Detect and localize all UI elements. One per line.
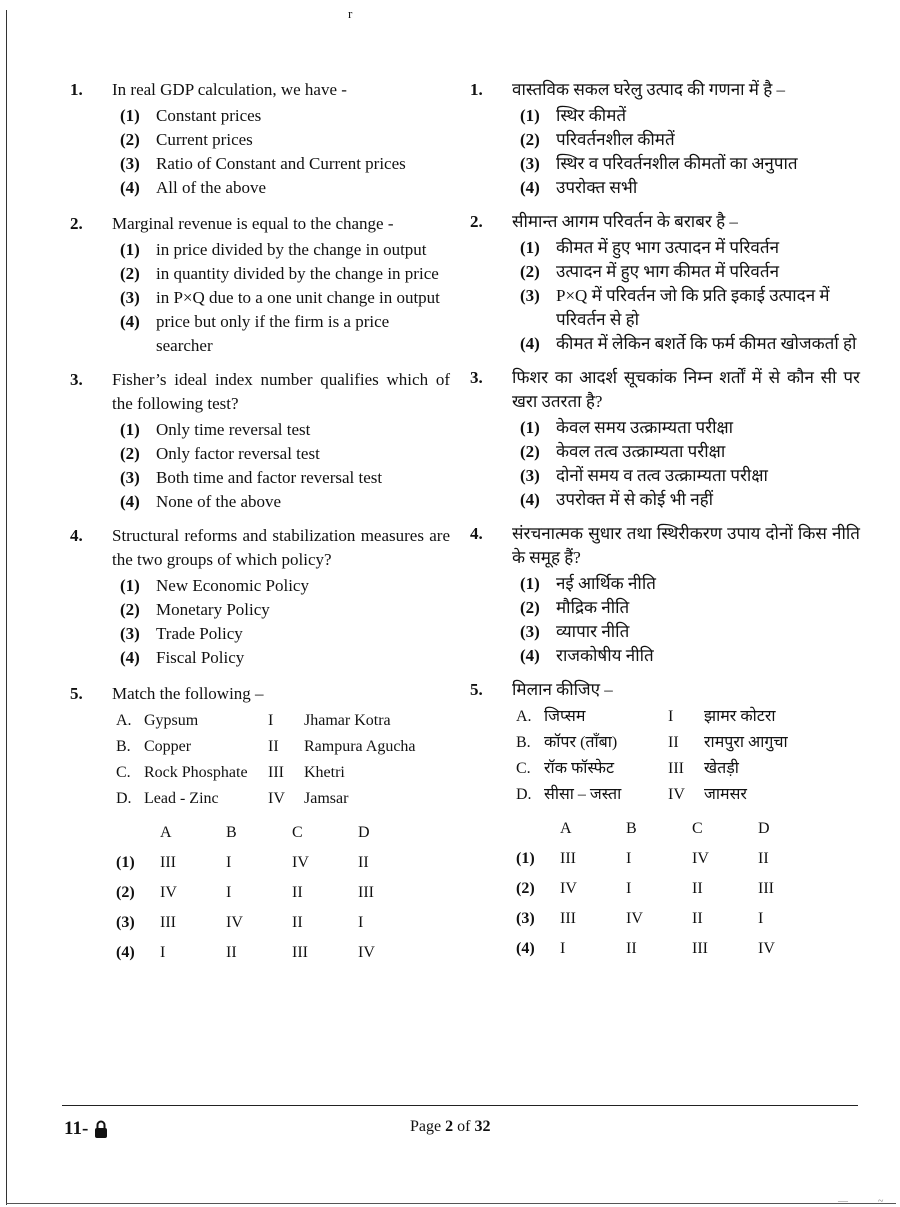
match-row (516, 704, 794, 730)
question-text: Match the following – (112, 684, 264, 703)
option-2 (120, 262, 450, 286)
match-cell: III (268, 764, 284, 781)
answer-option-number: (2) (116, 884, 135, 901)
match-cell: C. (516, 760, 531, 777)
option-2 (120, 598, 450, 622)
option-number: (4) (120, 492, 140, 511)
option-3 (120, 622, 450, 646)
match-cell: IV (268, 790, 285, 807)
top-mark: r (348, 6, 353, 21)
answer-table (116, 818, 424, 968)
answer-option-number: (3) (516, 910, 535, 927)
answer-value-cell: II (292, 884, 303, 901)
question-text: Marginal revenue is equal to the change - (112, 214, 394, 233)
option-2 (520, 128, 860, 152)
match-cell: A. (516, 708, 532, 725)
option-4 (520, 644, 860, 668)
option-4 (520, 332, 860, 356)
answer-value-cell: I (626, 850, 632, 867)
answer-option-number: (1) (116, 854, 135, 871)
match-row (116, 760, 422, 786)
match-cell: A. (116, 712, 132, 729)
option-text: उत्पादन में हुए भाग कीमत में परिवर्तन (556, 262, 780, 281)
answer-value-cell: I (226, 854, 232, 871)
option-number: (3) (120, 154, 140, 173)
option-1 (520, 416, 860, 440)
match-cell: सीसा – जस्ता (544, 786, 622, 803)
match-row (116, 786, 422, 812)
answer-option-number: (2) (516, 880, 535, 897)
option-text: उपरोक्त सभी (556, 178, 638, 197)
match-cell: जामसर (704, 786, 747, 803)
question-number: 3. (70, 370, 83, 389)
match-cell: झामर कोटरा (704, 708, 776, 725)
option-text: Only time reversal test (156, 420, 311, 439)
match-row (116, 708, 422, 734)
answer-option-row (516, 904, 824, 934)
option-text: Ratio of Constant and Current prices (156, 154, 406, 173)
option-text: केवल तत्व उत्क्राम्यता परीक्षा (556, 442, 726, 461)
match-cell: I (668, 708, 674, 725)
page-left-border (6, 10, 7, 1205)
answer-header-blank (516, 814, 560, 844)
answer-option-row (116, 878, 424, 908)
answer-value-cell: III (358, 884, 374, 901)
answer-value-cell: II (358, 854, 369, 871)
option-number: (2) (520, 130, 540, 149)
match-cell: D. (516, 786, 532, 803)
answer-value-cell: II (758, 850, 769, 867)
option-number: (4) (520, 334, 540, 353)
question-number: 2. (70, 214, 83, 233)
answer-value-cell: III (560, 850, 576, 867)
option-text: All of the above (156, 178, 266, 197)
option-number: (3) (120, 468, 140, 487)
option-3 (520, 152, 860, 176)
question-body (512, 366, 860, 512)
option-4 (520, 176, 860, 200)
question-body (512, 78, 860, 200)
question-text: मिलान कीजिए – (512, 680, 613, 699)
answer-table (516, 814, 824, 964)
answer-value-cell: IV (160, 884, 177, 901)
answer-option-row (116, 938, 424, 968)
match-cell: III (668, 760, 684, 777)
option-number: (3) (520, 286, 540, 305)
question-text: In real GDP calculation, we have - (112, 80, 347, 99)
match-cell: Jamsar (304, 790, 349, 807)
match-cell: C. (116, 764, 131, 781)
option-1 (120, 574, 450, 598)
question-number: 1. (470, 80, 483, 99)
question-number: 2. (470, 212, 483, 231)
option-3 (520, 464, 860, 488)
option-number: (2) (120, 130, 140, 149)
option-number: (3) (520, 466, 540, 485)
question-text: संरचनात्मक सुधार तथा स्थिरीकरण उपाय दोनों किस नीति के समूह हैं? (512, 524, 860, 567)
answer-option-row (516, 934, 824, 964)
match-cell: Copper (144, 738, 192, 755)
match-row (516, 782, 794, 808)
option-number: (4) (120, 178, 140, 197)
option-text: कीमत में हुए भाग उत्पादन में परिवर्तन (556, 238, 780, 257)
match-cell: रॉक फॉस्फेट (544, 760, 615, 777)
answer-header-row (116, 818, 424, 848)
match-cell: Rock Phosphate (144, 764, 248, 781)
corner-mark-2: ~ (878, 1196, 884, 1207)
question-text: Structural reforms and stabilization measures are the two groups of which policy? (112, 526, 450, 569)
answer-value-cell: IV (226, 914, 243, 931)
question-number: 4. (70, 526, 83, 545)
option-4 (120, 176, 450, 200)
option-2 (120, 442, 450, 466)
option-text: केवल समय उत्क्राम्यता परीक्षा (556, 418, 734, 437)
option-text: राजकोषीय नीति (556, 646, 654, 665)
option-number: (4) (520, 178, 540, 197)
match-row (116, 734, 422, 760)
option-number: (2) (520, 598, 540, 617)
option-number: (1) (120, 420, 140, 439)
question-number: 4. (470, 524, 483, 543)
option-text: स्थिर कीमतें (556, 106, 627, 125)
option-text: मौद्रिक नीति (556, 598, 630, 617)
option-1 (520, 236, 860, 260)
question-3 (470, 366, 860, 512)
question-number: 1. (70, 80, 83, 99)
answer-value-cell: IV (358, 944, 375, 961)
option-1 (120, 104, 450, 128)
option-3 (120, 286, 450, 310)
option-2 (120, 128, 450, 152)
answer-value-cell: III (160, 854, 176, 871)
answer-value-cell: I (358, 914, 364, 931)
option-text: स्थिर व परिवर्तनशील कीमतों का अनुपात (556, 154, 798, 173)
question-3 (70, 368, 450, 514)
answer-header-cell: C (692, 820, 703, 837)
option-2 (520, 260, 860, 284)
answer-value-cell: I (560, 940, 566, 957)
answer-option-row (116, 848, 424, 878)
match-cell: Khetri (304, 764, 345, 781)
option-number: (1) (120, 576, 140, 595)
option-2 (520, 596, 860, 620)
answer-option-number: (1) (516, 850, 535, 867)
answer-value-cell: IV (692, 850, 709, 867)
corner-mark-1: — (838, 1196, 848, 1207)
match-table (116, 708, 422, 812)
answer-header-cell: C (292, 824, 303, 841)
question-body (112, 524, 450, 670)
question-body (112, 212, 450, 358)
option-number: (4) (120, 312, 140, 331)
answer-option-number: (4) (516, 940, 535, 957)
option-4 (120, 310, 450, 358)
option-text: Fiscal Policy (156, 648, 245, 667)
answer-value-cell: IV (292, 854, 309, 871)
answer-value-cell: II (692, 910, 703, 927)
question-body (112, 682, 450, 968)
option-text: कीमत में लेकिन बशर्ते कि फर्म कीमत खोजकर्ता हो (556, 334, 857, 353)
option-text: in P×Q due to a one unit change in output (156, 288, 440, 307)
option-number: (1) (520, 238, 540, 257)
match-cell: II (268, 738, 279, 755)
option-number: (1) (520, 574, 540, 593)
answer-value-cell: III (560, 910, 576, 927)
option-number: (3) (120, 288, 140, 307)
match-cell: II (668, 734, 679, 751)
match-table (516, 704, 794, 808)
option-number: (2) (120, 264, 140, 283)
answer-option-number: (3) (116, 914, 135, 931)
question-body (512, 210, 860, 356)
lock-icon (94, 1119, 108, 1139)
question-4 (470, 522, 860, 668)
answer-header-cell: B (226, 824, 237, 841)
answer-value-cell: I (160, 944, 166, 961)
question-number: 3. (470, 368, 483, 387)
answer-value-cell: II (292, 914, 303, 931)
match-cell: B. (516, 734, 531, 751)
option-2 (520, 440, 860, 464)
option-number: (4) (520, 646, 540, 665)
option-number: (2) (520, 262, 540, 281)
answer-value-cell: IV (626, 910, 643, 927)
option-text: price but only if the firm is a price searcher (156, 312, 390, 355)
question-number: 5. (70, 684, 83, 703)
answer-header-cell: D (758, 820, 770, 837)
question-body (112, 78, 450, 200)
answer-header-cell: A (160, 824, 172, 841)
option-number: (3) (520, 154, 540, 173)
option-text: Monetary Policy (156, 600, 270, 619)
question-body (112, 368, 450, 514)
option-text: Constant prices (156, 106, 262, 125)
match-cell: खेतड़ी (704, 760, 739, 777)
hindi-column (470, 78, 860, 964)
answer-value-cell: III (160, 914, 176, 931)
option-1 (520, 572, 860, 596)
page-number: Page 2 of 32 (410, 1118, 491, 1135)
option-text: परिवर्तनशील कीमतें (556, 130, 675, 149)
option-number: (2) (120, 600, 140, 619)
answer-option-row (516, 874, 824, 904)
match-cell: I (268, 712, 274, 729)
answer-value-cell: III (692, 940, 708, 957)
booklet-code: 11- (64, 1118, 89, 1139)
option-number: (2) (520, 442, 540, 461)
option-text: New Economic Policy (156, 576, 309, 595)
option-1 (120, 418, 450, 442)
option-number: (3) (120, 624, 140, 643)
question-text: फिशर का आदर्श सूचकांक निम्न शर्तों में से कौन सी पर खरा उतरता है? (512, 368, 860, 411)
question-2 (70, 212, 450, 358)
option-3 (520, 284, 860, 332)
match-cell: B. (116, 738, 131, 755)
option-4 (120, 490, 450, 514)
english-column (70, 78, 450, 968)
question-number: 5. (470, 680, 483, 699)
question-text: वास्तविक सकल घरेलु उत्पाद की गणना में है – (512, 80, 786, 99)
question-text: Fisher’s ideal index number qualifies which of the following test? (112, 370, 450, 413)
match-row (516, 756, 794, 782)
answer-header-row (516, 814, 824, 844)
answer-value-cell: III (292, 944, 308, 961)
answer-header-cell: A (560, 820, 572, 837)
match-cell: Rampura Agucha (304, 738, 416, 755)
option-text: in price divided by the change in output (156, 240, 427, 259)
answer-option-row (116, 908, 424, 938)
option-text: Current prices (156, 130, 253, 149)
match-cell: रामपुरा आगुचा (704, 734, 788, 751)
answer-header-cell: B (626, 820, 637, 837)
answer-value-cell: I (758, 910, 764, 927)
answer-value-cell: II (692, 880, 703, 897)
option-text: None of the above (156, 492, 282, 511)
question-5 (470, 678, 860, 964)
answer-header-cell: D (358, 824, 370, 841)
match-cell: कॉपर (ताँबा) (544, 734, 618, 751)
option-4 (520, 488, 860, 512)
option-4 (120, 646, 450, 670)
answer-value-cell: II (626, 940, 637, 957)
option-text: Only factor reversal test (156, 444, 320, 463)
option-text: उपरोक्त में से कोई भी नहीं (556, 490, 714, 509)
option-text: in quantity divided by the change in price (156, 264, 439, 283)
option-text: व्यापार नीति (556, 622, 630, 641)
option-text: Both time and factor reversal test (156, 468, 383, 487)
question-1 (470, 78, 860, 200)
footer-rule (62, 1105, 858, 1106)
option-3 (120, 466, 450, 490)
question-body (512, 678, 860, 964)
option-text: Trade Policy (156, 624, 243, 643)
footer-code (64, 1118, 108, 1140)
answer-value-cell: III (758, 880, 774, 897)
match-cell: Gypsum (144, 712, 199, 729)
question-1 (70, 78, 450, 200)
question-text: सीमान्त आगम परिवर्तन के बराबर है – (512, 212, 738, 231)
option-number: (3) (520, 622, 540, 641)
option-number: (2) (120, 444, 140, 463)
question-4 (70, 524, 450, 670)
match-cell: IV (668, 786, 685, 803)
answer-option-number: (4) (116, 944, 135, 961)
question-body (512, 522, 860, 668)
page-bottom-border (6, 1203, 896, 1204)
option-number: (4) (120, 648, 140, 667)
question-2 (470, 210, 860, 356)
answer-header-blank (116, 818, 160, 848)
option-1 (120, 238, 450, 262)
match-cell: जिप्सम (544, 708, 586, 725)
answer-option-row (516, 844, 824, 874)
option-number: (4) (520, 490, 540, 509)
option-number: (1) (520, 106, 540, 125)
option-number: (1) (120, 240, 140, 259)
option-text: नई आर्थिक नीति (556, 574, 656, 593)
option-text: दोनों समय व तत्व उत्क्राम्यता परीक्षा (556, 466, 768, 485)
answer-value-cell: I (226, 884, 232, 901)
answer-value-cell: II (226, 944, 237, 961)
option-number: (1) (520, 418, 540, 437)
option-1 (520, 104, 860, 128)
option-text: P×Q में परिवर्तन जो कि प्रति इकाई उत्पादन में परिवर्तन से हो (556, 286, 830, 329)
match-row (516, 730, 794, 756)
answer-value-cell: IV (758, 940, 775, 957)
option-number: (1) (120, 106, 140, 125)
answer-value-cell: IV (560, 880, 577, 897)
match-cell: Jhamar Kotra (304, 712, 391, 729)
question-5 (70, 682, 450, 968)
option-3 (520, 620, 860, 644)
answer-value-cell: I (626, 880, 632, 897)
match-cell: D. (116, 790, 132, 807)
match-cell: Lead - Zinc (144, 790, 219, 807)
option-3 (120, 152, 450, 176)
